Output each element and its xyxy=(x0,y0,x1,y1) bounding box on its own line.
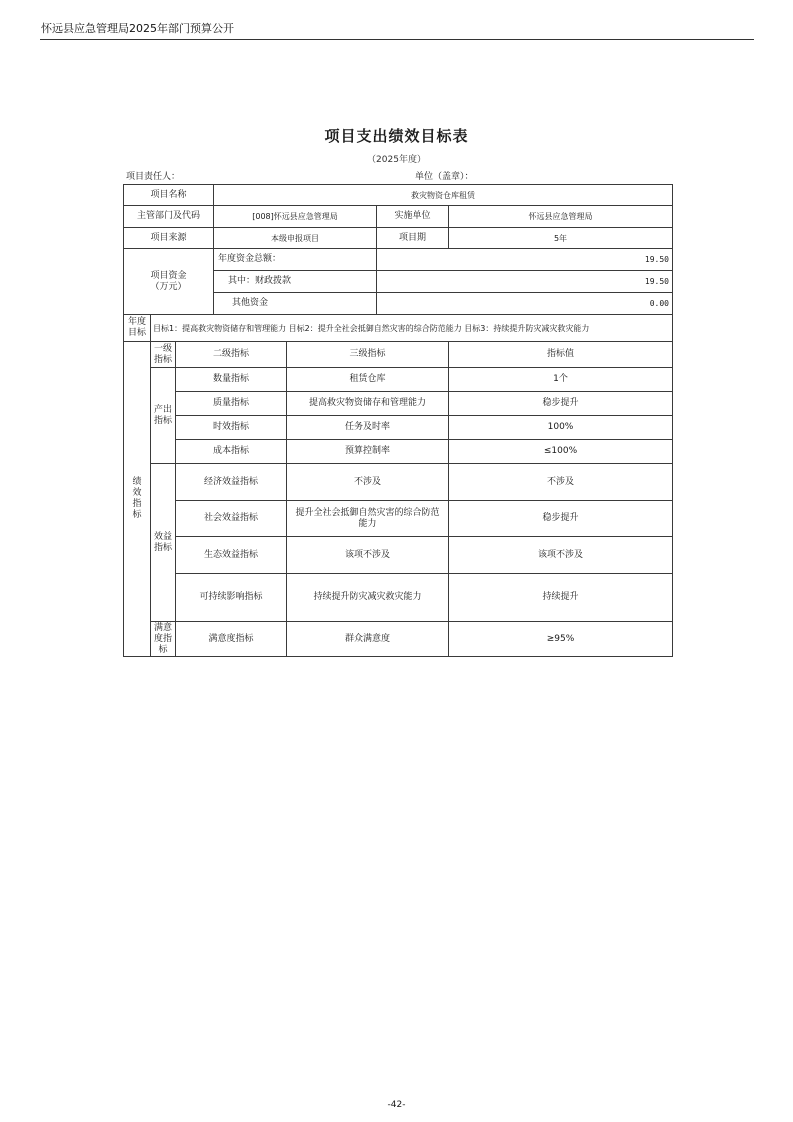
indicator-value: 100% xyxy=(449,416,673,440)
level1-header: 一级 指标 xyxy=(151,342,176,368)
benefit-indicators-label: 效益 指标 xyxy=(151,464,176,622)
row-annual-goal xyxy=(124,315,673,342)
level3-indicator: 任务及时率 xyxy=(287,416,449,440)
row-source xyxy=(124,228,673,249)
level3-indicator: 群众满意度 xyxy=(287,622,449,657)
row-project-name xyxy=(124,185,673,206)
impl-label: 实施单位 xyxy=(377,206,449,228)
annual-goal-label: 年度 目标 xyxy=(124,315,151,342)
level3-indicator: 持续提升防灾减灾救灾能力 xyxy=(287,574,449,622)
level2-indicator: 质量指标 xyxy=(176,392,287,416)
satisfaction-indicators-label: 满意 度指 标 xyxy=(151,622,176,657)
other-funds-value: 0.00 xyxy=(377,293,673,315)
fiscal-value: 19.50 xyxy=(377,271,673,293)
document-title: 项目支出绩效目标表 xyxy=(324,127,469,145)
level2-indicator: 满意度指标 xyxy=(176,622,287,657)
table-row xyxy=(124,574,673,622)
responsible-person-label: 项目责任人： xyxy=(126,172,181,182)
table-row xyxy=(124,464,673,501)
table-row xyxy=(124,440,673,464)
level3-indicator: 提升全社会抵御自然灾害的综合防范能力 xyxy=(287,501,449,537)
level3-indicator: 该项不涉及 xyxy=(287,537,449,574)
annual-total-label: 年度资金总额： xyxy=(214,249,377,271)
indicator-value-header: 指标值 xyxy=(449,342,673,368)
indicator-value: 持续提升 xyxy=(449,574,673,622)
table-row xyxy=(124,537,673,574)
table-row xyxy=(124,392,673,416)
indicator-value: ≥95% xyxy=(449,622,673,657)
source-value: 本级申报项目 xyxy=(214,228,377,249)
header-divider xyxy=(40,39,754,40)
level3-indicator: 不涉及 xyxy=(287,464,449,501)
dept-value: [008]怀远县应急管理局 xyxy=(214,206,377,228)
level2-indicator: 社会效益指标 xyxy=(176,501,287,537)
level3-indicator: 租赁仓库 xyxy=(287,368,449,392)
impl-value: 怀远县应急管理局 xyxy=(449,206,673,228)
indicator-value: 不涉及 xyxy=(449,464,673,501)
project-name-value: 救灾物资仓库租赁 xyxy=(214,185,673,206)
table-row xyxy=(124,501,673,537)
period-value: 5年 xyxy=(449,228,673,249)
indicator-value: 该项不涉及 xyxy=(449,537,673,574)
other-funds-label: 其他资金 xyxy=(214,293,377,315)
performance-indicators-label: 绩 效 指 标 xyxy=(124,342,151,657)
page-number: -42- xyxy=(387,1100,406,1110)
document-year: （2025年度） xyxy=(367,155,426,165)
level2-indicator: 可持续影响指标 xyxy=(176,574,287,622)
funds-label: 项目资金 （万元） xyxy=(124,249,214,315)
level2-indicator: 成本指标 xyxy=(176,440,287,464)
level3-header: 三级指标 xyxy=(287,342,449,368)
table-row xyxy=(124,416,673,440)
level2-indicator: 时效指标 xyxy=(176,416,287,440)
level2-indicator: 经济效益指标 xyxy=(176,464,287,501)
header-title: 怀远县应急管理局2025年部门预算公开 xyxy=(41,22,234,35)
row-indicator-header xyxy=(124,342,673,368)
project-name-label: 项目名称 xyxy=(124,185,214,206)
indicator-value: 稳步提升 xyxy=(449,392,673,416)
annual-total-value: 19.50 xyxy=(377,249,673,271)
dept-label: 主管部门及代码 xyxy=(124,206,214,228)
level2-indicator: 生态效益指标 xyxy=(176,537,287,574)
row-annual-total xyxy=(124,249,673,271)
indicator-value: ≤100% xyxy=(449,440,673,464)
row-department xyxy=(124,206,673,228)
table-row xyxy=(124,622,673,657)
source-label: 项目来源 xyxy=(124,228,214,249)
indicator-value: 稳步提升 xyxy=(449,501,673,537)
table-row xyxy=(124,368,673,392)
level3-indicator: 提高救灾物资储存和管理能力 xyxy=(287,392,449,416)
performance-goal-table xyxy=(123,184,673,657)
level3-indicator: 预算控制率 xyxy=(287,440,449,464)
level2-header: 二级指标 xyxy=(176,342,287,368)
fiscal-label: 其中：财政拨款 xyxy=(214,271,377,293)
indicator-value: 1个 xyxy=(449,368,673,392)
level2-indicator: 数量指标 xyxy=(176,368,287,392)
unit-seal-label: 单位（盖章）： xyxy=(415,172,474,182)
output-indicators-label: 产出 指标 xyxy=(151,368,176,464)
period-label: 项目期 xyxy=(377,228,449,249)
annual-goal-text: 目标1：提高救灾物资储存和管理能力 目标2：提升全社会抵御自然灾害的综合防范能力 目标3：持续提升防灾减灾救灾能力 xyxy=(151,315,673,342)
